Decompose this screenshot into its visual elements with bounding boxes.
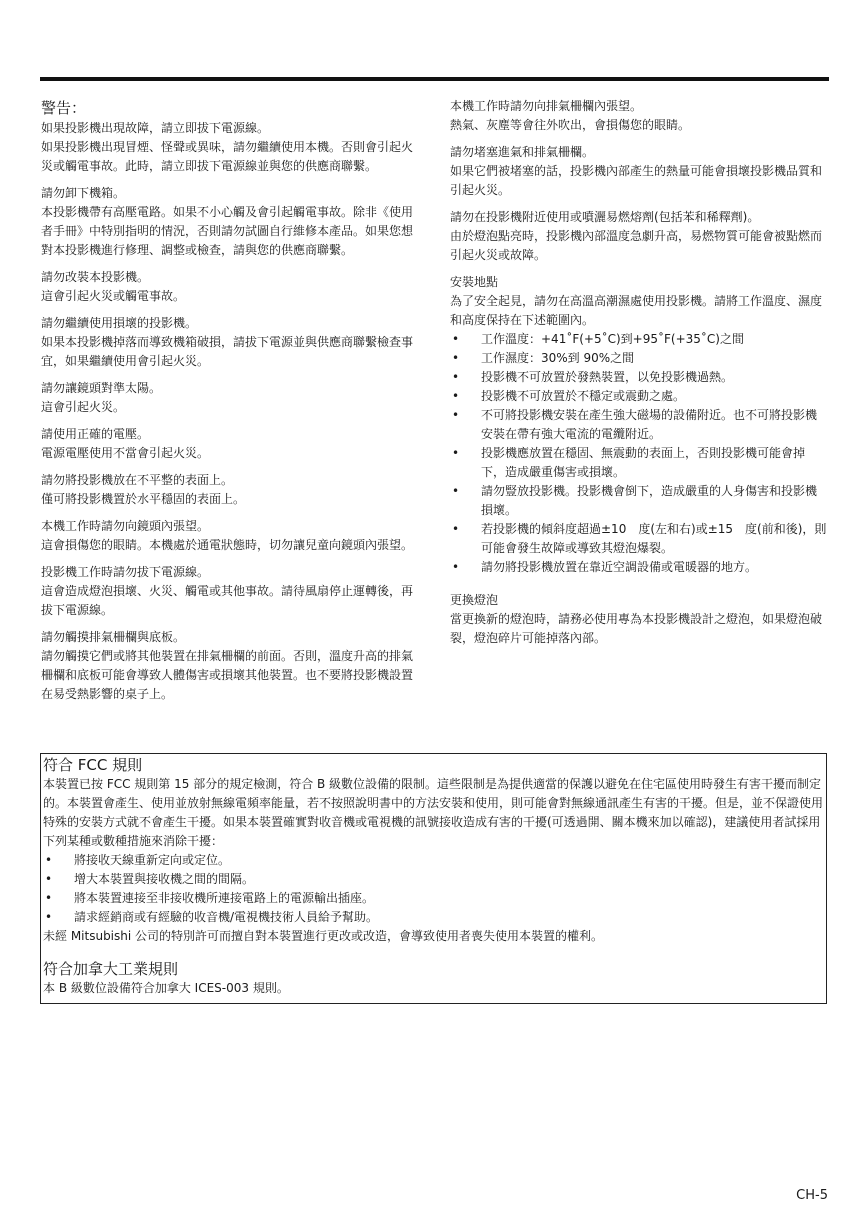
fcc-footer: 未經 Mitsubishi 公司的特別許可而擅自對本裝置進行更改或改造，會導致使用者喪失使用本裝置的權利。 — [43, 929, 604, 943]
section-body: 這會引起火災或觸電事故。 — [41, 289, 186, 303]
list-item — [450, 330, 828, 349]
section — [41, 268, 419, 306]
section-heading: 請勿在投影機附近使用或噴灑易燃熔劑(包括苯和稀釋劑)。 — [450, 210, 760, 224]
list-item-text: 工作濕度：30%到 90%之間 — [481, 351, 635, 365]
section-body: 如果投影機出現冒煙、怪聲或異味，請勿繼續使用本機。否則會引起火災或觸電事故。此時，請立即拔下電源線並與您的供應商聯繫。 — [41, 140, 414, 173]
list-item — [450, 520, 828, 558]
bullet-icon: • — [452, 408, 460, 422]
bullet-icon: • — [452, 484, 460, 498]
list-item-text: 若投影機的傾斜度超過±10 度(左和右)或±15 度(前和後)，則可能會發生故障或導致其燈泡爆裂。 — [481, 522, 827, 555]
bullet-icon: • — [45, 891, 53, 905]
bullet-icon: • — [45, 853, 53, 867]
lamp-heading: 更換燈泡 — [450, 593, 499, 607]
list-item — [43, 889, 826, 908]
list-item-text: 投影機不可放置於發熱裝置，以免投影機過熱。 — [481, 370, 734, 384]
left-sections — [41, 119, 419, 704]
list-item — [450, 444, 828, 482]
fcc-body: 本裝置已按 FCC 規則第 15 部分的規定檢測，符合 B 級數位設備的限制。這些限制是為提供適當的保護以避免在住宅區使用時發生有害干擾而制定的。本裝置會產生、使用並放射無線電頻率能量，若不按照說明書中的方法安裝和使用，則可能會對無線通訊產生有害的干擾。但是，並不保證使用特殊的安裝方式就不會產生干擾。如果本裝置確實對收音機或電視機的訊號接收造成有害的干擾(可透過開、關本機來加以確認)，建議使用者試採用下列某種或數種措施來消除干擾： — [43, 777, 824, 848]
install-intro: 為了安全起見，請勿在高溫高潮濕處使用投影機。請將工作溫度、濕度和高度保持在下述範圍內。 — [450, 294, 823, 327]
list-item-text: 投影機不可放置於不穩定或震動之處。 — [481, 389, 686, 403]
section — [41, 628, 419, 704]
section-body: 本投影機帶有高壓電路。如果不小心觸及會引起觸電事故。除非《使用者手冊》中特別指明的情況，否則請勿試圖自行維修本產品。如果您想對本投影機進行修理、調整或檢查，請與您的供應商聯繫。 — [41, 205, 414, 257]
right-column — [450, 97, 828, 656]
bullet-icon: • — [452, 560, 460, 574]
section — [41, 517, 419, 555]
section — [450, 143, 828, 200]
right-sections — [450, 97, 828, 265]
section-heading: 請勿卸下機箱。 — [41, 186, 126, 200]
section-body: 電源電壓使用不當會引起火災。 — [41, 446, 210, 460]
fcc-bullets — [43, 851, 826, 927]
list-item-text: 投影機應放置在穩固、無震動的表面上，否則投影機可能會掉下，造成嚴重傷害或損壞。 — [481, 446, 806, 479]
bullet-icon: • — [452, 332, 460, 346]
list-item — [450, 368, 828, 387]
section-body: 這會損傷您的眼睛。本機處於通電狀態時，切勿讓兒童向鏡頭內張望。 — [41, 538, 414, 552]
bullet-icon: • — [45, 910, 53, 924]
fcc-title: 符合 FCC 規則 — [43, 756, 143, 774]
section-heading: 本機工作時請勿向鏡頭內張望。 — [41, 519, 210, 533]
section — [450, 97, 828, 135]
section-heading: 請勿將投影機放在不平整的表面上。 — [41, 473, 234, 487]
section — [41, 425, 419, 463]
list-item-text: 請勿豎放投影機。投影機會倒下，造成嚴重的人身傷害和投影機損壞。 — [481, 484, 818, 517]
warning-title: 警告： — [41, 99, 87, 117]
section-body: 如果本投影機掉落而導致機箱破損，請拔下電源並與供應商聯繫檢查事宜，如果繼續使用會引起火災。 — [41, 335, 414, 368]
compliance-box — [40, 753, 827, 1004]
list-item — [450, 406, 828, 444]
canada-title: 符合加拿大工業規則 — [43, 960, 179, 978]
list-item — [43, 851, 826, 870]
bullet-icon: • — [452, 389, 460, 403]
section-heading: 請使用正確的電壓。 — [41, 427, 150, 441]
section — [41, 563, 419, 620]
section-body: 如果它們被堵塞的話，投影機內部產生的熱量可能會損壞投影機品質和引起火災。 — [450, 164, 823, 197]
section-body: 這會造成燈泡損壞、火災、觸電或其他事故。請待風扇停止運轉後，再拔下電源線。 — [41, 584, 414, 617]
section-heading: 請勿觸摸排氣柵欄與底板。 — [41, 630, 186, 644]
section-heading: 投影機工作時請勿拔下電源線。 — [41, 565, 210, 579]
section-body: 由於燈泡點亮時，投影機內部溫度急劇升高，易燃物質可能會被點燃而引起火災或故障。 — [450, 229, 823, 262]
section-body: 這會引起火災。 — [41, 400, 126, 414]
install-section — [450, 273, 828, 577]
list-item — [450, 387, 828, 406]
list-item-text: 工作溫度：+41˚F(+5˚C)到+95˚F(+35˚C)之間 — [481, 332, 744, 346]
left-column — [41, 97, 419, 712]
section — [41, 184, 419, 260]
bullet-icon: • — [452, 370, 460, 384]
section — [41, 314, 419, 371]
bullet-icon: • — [452, 522, 460, 536]
section-heading: 請勿繼續使用損壞的投影機。 — [41, 316, 198, 330]
list-item — [450, 349, 828, 368]
list-item — [43, 908, 826, 927]
list-item — [450, 482, 828, 520]
section-heading: 本機工作時請勿向排氣柵欄內張望。 — [450, 99, 643, 113]
list-item — [450, 558, 828, 577]
bullet-icon: • — [452, 446, 460, 460]
list-item-text: 請求經銷商或有經驗的收音機/電視機技術人員給予幫助。 — [74, 910, 379, 924]
section-heading: 如果投影機出現故障，請立即拔下電源線。 — [41, 121, 270, 135]
canada-body: 本 B 級數位設備符合加拿大 ICES-003 規則。 — [43, 981, 289, 995]
bullet-icon: • — [452, 351, 460, 365]
section-body: 僅可將投影機置於水平穩固的表面上。 — [41, 492, 246, 506]
section — [41, 471, 419, 509]
install-bullets — [450, 330, 828, 577]
section-heading: 請勿堵塞進氣和排氣柵欄。 — [450, 145, 595, 159]
bullet-icon: • — [45, 872, 53, 886]
lamp-section — [450, 591, 828, 648]
section-body: 熱氣、灰塵等會往外吹出，會損傷您的眼睛。 — [450, 118, 691, 132]
list-item-text: 將本裝置連接至非接收機所連接電路上的電源輸出插座。 — [74, 891, 375, 905]
page-number: CH-5 — [796, 1188, 828, 1203]
list-item-text: 增大本裝置與接收機之間的間隔。 — [74, 872, 255, 886]
list-item-text: 請勿將投影機放置在靠近空調設備或電暖器的地方。 — [481, 560, 758, 574]
section — [41, 379, 419, 417]
list-item-text: 不可將投影機安裝在產生強大磁場的設備附近。也不可將投影機安裝在帶有強大電流的電纜附近。 — [481, 408, 818, 441]
top-rule — [40, 77, 829, 81]
install-heading: 安裝地點 — [450, 275, 499, 289]
section-heading: 請勿改裝本投影機。 — [41, 270, 150, 284]
lamp-body: 當更換新的燈泡時，請務必使用專為本投影機設計之燈泡，如果燈泡破裂，燈泡碎片可能掉落內部。 — [450, 612, 823, 645]
section — [450, 208, 828, 265]
list-item-text: 將接收天線重新定向或定位。 — [74, 853, 231, 867]
section-body: 請勿觸摸它們或將其他裝置在排氣柵欄的前面。否則，溫度升高的排氣柵欄和底板可能會導致人體傷害或損壞其他裝置。也不要將投影機設置在易受熱影響的桌子上。 — [41, 649, 414, 701]
section-heading: 請勿讓鏡頭對準太陽。 — [41, 381, 162, 395]
section — [41, 119, 419, 176]
list-item — [43, 870, 826, 889]
